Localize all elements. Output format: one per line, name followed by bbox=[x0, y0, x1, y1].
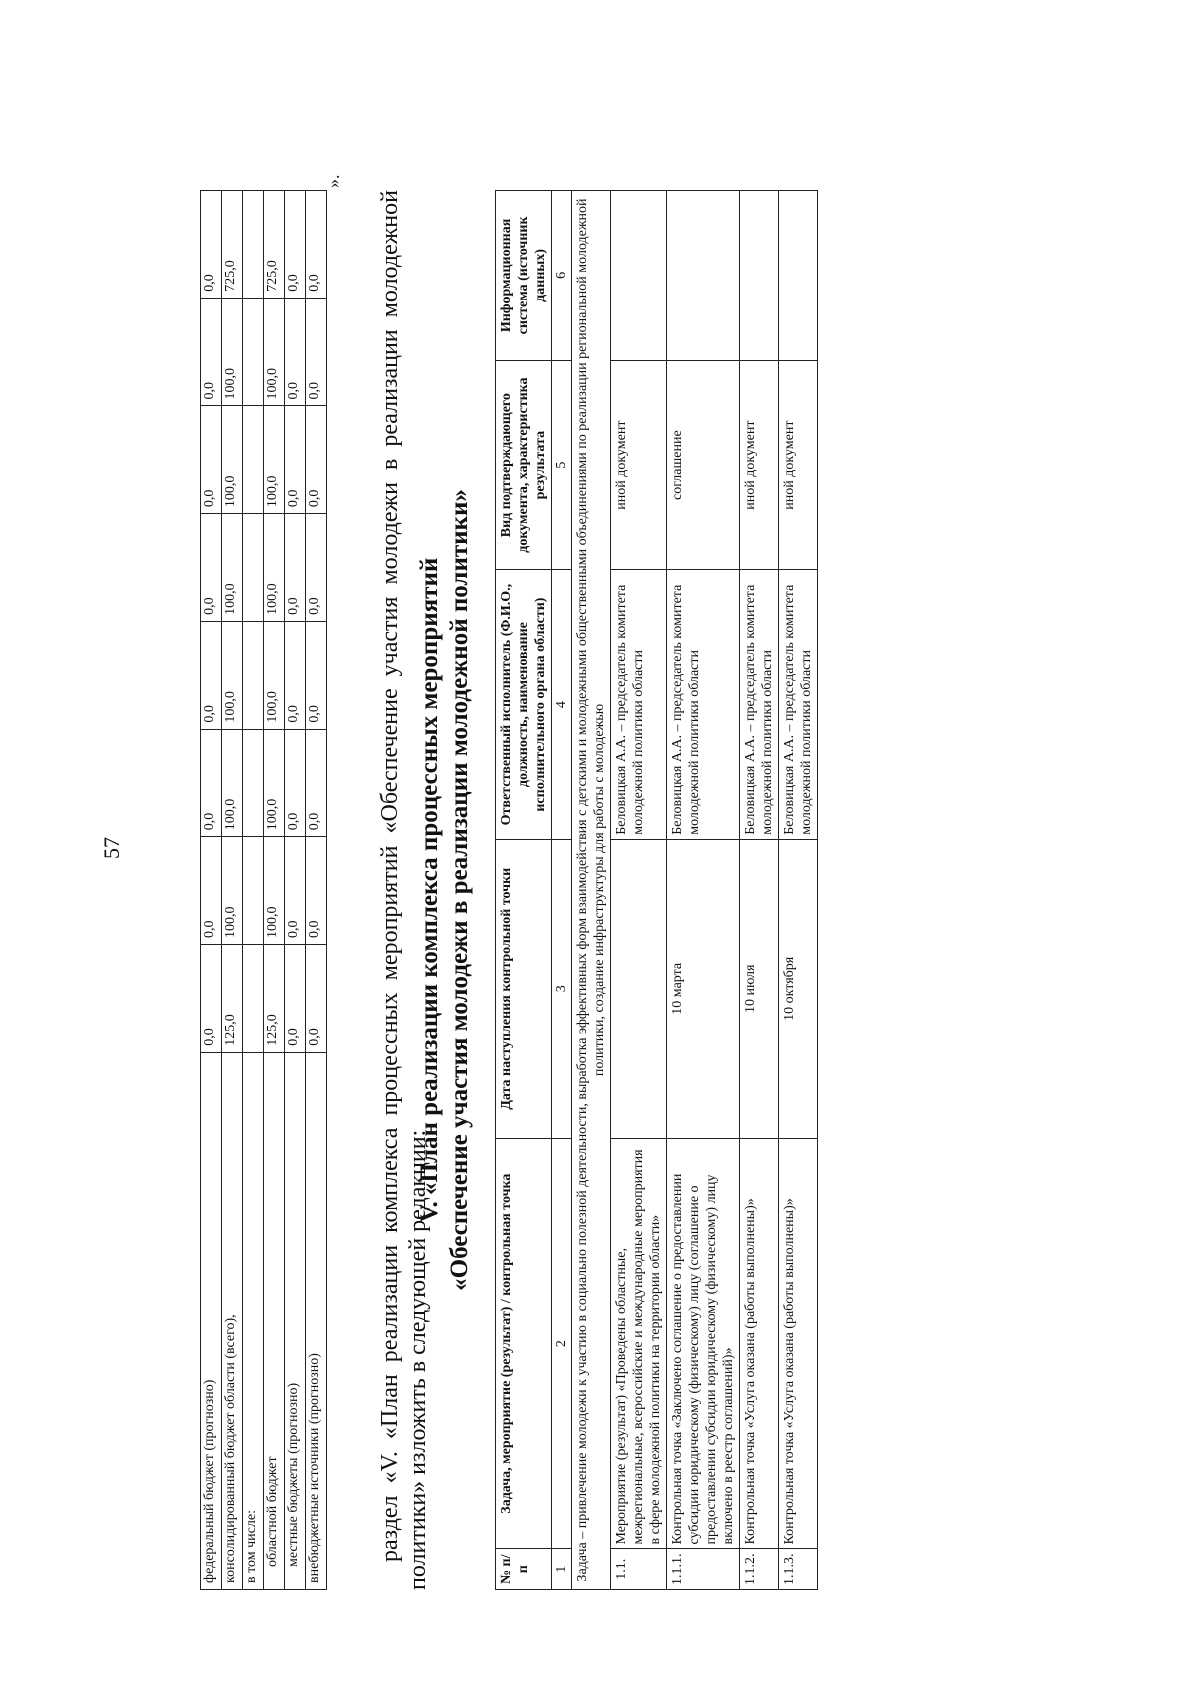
budget-row-label: областной бюджет bbox=[264, 1052, 285, 1589]
budget-cell: 0,0 bbox=[201, 406, 222, 514]
budget-row bbox=[243, 191, 264, 1590]
budget-cell: 100,0 bbox=[264, 514, 285, 622]
budget-cell: 0,0 bbox=[285, 191, 306, 299]
row-document: соглашение bbox=[667, 360, 740, 570]
budget-cell: 0,0 bbox=[201, 621, 222, 729]
column-number: 2 bbox=[552, 1138, 572, 1549]
budget-row-label: федеральный бюджет (прогнозно) bbox=[201, 1052, 222, 1589]
budget-cell bbox=[243, 406, 264, 514]
section-title-line2: «Обеспечение участия молодежи в реализации молодежной политики» bbox=[446, 489, 473, 1291]
row-document: иной документ bbox=[611, 360, 667, 570]
column-number: 1 bbox=[552, 1549, 572, 1590]
budget-cell: 0,0 bbox=[306, 406, 327, 514]
budget-cell: 0,0 bbox=[306, 191, 327, 299]
row-responsible: Беловицкая А.А. – председатель комитета молодежной политики области bbox=[779, 570, 818, 839]
header-responsible: Ответственный исполнитель (Ф.И.О., должность, наименование исполнительного органа области) bbox=[496, 570, 552, 839]
section-title-line1: V. «План реализации комплекса процессных мероприятий bbox=[416, 557, 443, 1223]
budget-cell: 0,0 bbox=[306, 944, 327, 1052]
row-info-system bbox=[611, 191, 667, 361]
budget-cell: 0,0 bbox=[285, 837, 306, 945]
closing-quote-mark: ». bbox=[323, 174, 343, 188]
row-number: 1.1.2. bbox=[740, 1549, 779, 1590]
amendment-text: раздел «V. «План реализации комплекса процессных мероприятий «Обеспечение участия молодежи в реализации молодежной политики» изложить в следующей редакции: bbox=[377, 190, 431, 1590]
budget-cell bbox=[243, 729, 264, 837]
budget-row-label: местные бюджеты (прогнозно) bbox=[285, 1052, 306, 1589]
budget-cell: 0,0 bbox=[306, 621, 327, 729]
budget-cell bbox=[243, 621, 264, 729]
budget-cell: 125,0 bbox=[222, 944, 243, 1052]
budget-row bbox=[264, 191, 285, 1590]
header-document: Вид подтверждающего документа, характеристика результата bbox=[496, 360, 552, 570]
budget-cell: 100,0 bbox=[264, 298, 285, 406]
budget-cell: 100,0 bbox=[264, 406, 285, 514]
budget-row bbox=[222, 191, 243, 1590]
budget-cell: 0,0 bbox=[201, 514, 222, 622]
column-number: 5 bbox=[552, 360, 572, 570]
header-info-system: Информационная система (источник данных) bbox=[496, 191, 552, 361]
budget-cell: 0,0 bbox=[306, 298, 327, 406]
budget-row-label: внебюджетные источники (прогнозно) bbox=[306, 1052, 327, 1589]
row-number: 1.1. bbox=[611, 1549, 667, 1590]
budget-cell: 100,0 bbox=[264, 837, 285, 945]
row-info-system bbox=[779, 191, 818, 361]
column-number: 3 bbox=[552, 839, 572, 1138]
budget-cell: 725,0 bbox=[264, 191, 285, 299]
task-description: Задача – привлечение молодежи к участию в социально полезной деятельности, выработка эффективных форм взаимодействия с детскими и молодежными общественными объединениями по реализации региональной молодежной политики, создание инфраструктуры для работы с молодежью bbox=[572, 191, 611, 1590]
table-row bbox=[611, 191, 667, 1590]
row-task: Мероприятие (результат) «Проведены областные, межрегиональные, всероссийские и международные мероприятия в сфере молодежной политики на территории области» bbox=[611, 1138, 667, 1549]
budget-cell: 0,0 bbox=[201, 298, 222, 406]
row-responsible: Беловицкая А.А. – председатель комитета молодежной политики области bbox=[667, 570, 740, 839]
row-task: Контрольная точка «Услуга оказана (работы выполнены)» bbox=[779, 1138, 818, 1549]
budget-cell: 100,0 bbox=[264, 621, 285, 729]
page-number: 57 bbox=[99, 837, 124, 859]
budget-cell: 0,0 bbox=[285, 298, 306, 406]
table-row bbox=[740, 191, 779, 1590]
budget-cell: 0,0 bbox=[285, 944, 306, 1052]
budget-cell: 100,0 bbox=[222, 729, 243, 837]
row-date: 10 октября bbox=[779, 839, 818, 1138]
column-number: 6 bbox=[552, 191, 572, 361]
budget-cell: 0,0 bbox=[285, 514, 306, 622]
budget-cell: 100,0 bbox=[222, 406, 243, 514]
task-row bbox=[572, 191, 611, 1590]
budget-cell: 0,0 bbox=[306, 514, 327, 622]
header-num: № п/п bbox=[496, 1549, 552, 1590]
row-task: Контрольная точка «Услуга оказана (работы выполнены)» bbox=[740, 1138, 779, 1549]
budget-row-label: консолидированный бюджет области (всего), bbox=[222, 1052, 243, 1589]
plan-header-row bbox=[496, 191, 552, 1590]
budget-cell: 0,0 bbox=[306, 837, 327, 945]
budget-cell: 100,0 bbox=[222, 837, 243, 945]
budget-cell: 0,0 bbox=[201, 944, 222, 1052]
row-date bbox=[611, 839, 667, 1138]
budget-table bbox=[200, 190, 327, 1590]
rotated-page-content bbox=[200, 174, 1060, 1590]
row-task: Контрольная точка «Заключено соглашение о предоставлении субсидии юридическому (физическому) лицу (соглашение о предоставлении субсидии юридическому (физическому) лицу включено в реестр соглашений)» bbox=[667, 1138, 740, 1549]
budget-cell: 725,0 bbox=[222, 191, 243, 299]
row-info-system bbox=[667, 191, 740, 361]
table-row bbox=[779, 191, 818, 1590]
budget-cell: 100,0 bbox=[222, 298, 243, 406]
table-row bbox=[667, 191, 740, 1590]
budget-cell: 100,0 bbox=[264, 729, 285, 837]
budget-cell bbox=[243, 514, 264, 622]
budget-cell: 0,0 bbox=[306, 729, 327, 837]
budget-cell: 0,0 bbox=[285, 729, 306, 837]
budget-row bbox=[306, 191, 327, 1590]
header-date: Дата наступления контрольной точки bbox=[496, 839, 552, 1138]
row-document: иной документ bbox=[779, 360, 818, 570]
header-task: Задача, мероприятие (результат) / контрольная точка bbox=[496, 1138, 552, 1549]
budget-cell: 0,0 bbox=[285, 621, 306, 729]
budget-cell bbox=[243, 298, 264, 406]
budget-cell: 0,0 bbox=[285, 406, 306, 514]
row-responsible: Беловицкая А.А. – председатель комитета молодежной политики области bbox=[740, 570, 779, 839]
row-date: 10 марта bbox=[667, 839, 740, 1138]
row-date: 10 июля bbox=[740, 839, 779, 1138]
budget-cell bbox=[243, 944, 264, 1052]
column-numbers-row bbox=[552, 191, 572, 1590]
budget-cell bbox=[243, 191, 264, 299]
budget-row-label: в том числе: bbox=[243, 1052, 264, 1589]
column-number: 4 bbox=[552, 570, 572, 839]
budget-cell: 0,0 bbox=[201, 837, 222, 945]
row-document: иной документ bbox=[740, 360, 779, 570]
budget-cell: 125,0 bbox=[264, 944, 285, 1052]
plan-table bbox=[495, 190, 818, 1590]
row-number: 1.1.3. bbox=[779, 1549, 818, 1590]
budget-cell: 100,0 bbox=[222, 514, 243, 622]
budget-row bbox=[285, 191, 306, 1590]
budget-cell: 0,0 bbox=[201, 191, 222, 299]
budget-row bbox=[201, 191, 222, 1590]
budget-cell: 100,0 bbox=[222, 621, 243, 729]
budget-cell: 0,0 bbox=[201, 729, 222, 837]
row-info-system bbox=[740, 191, 779, 361]
row-number: 1.1.1. bbox=[667, 1549, 740, 1590]
budget-cell bbox=[243, 837, 264, 945]
row-responsible: Беловицкая А.А. – председатель комитета молодежной политики области bbox=[611, 570, 667, 839]
